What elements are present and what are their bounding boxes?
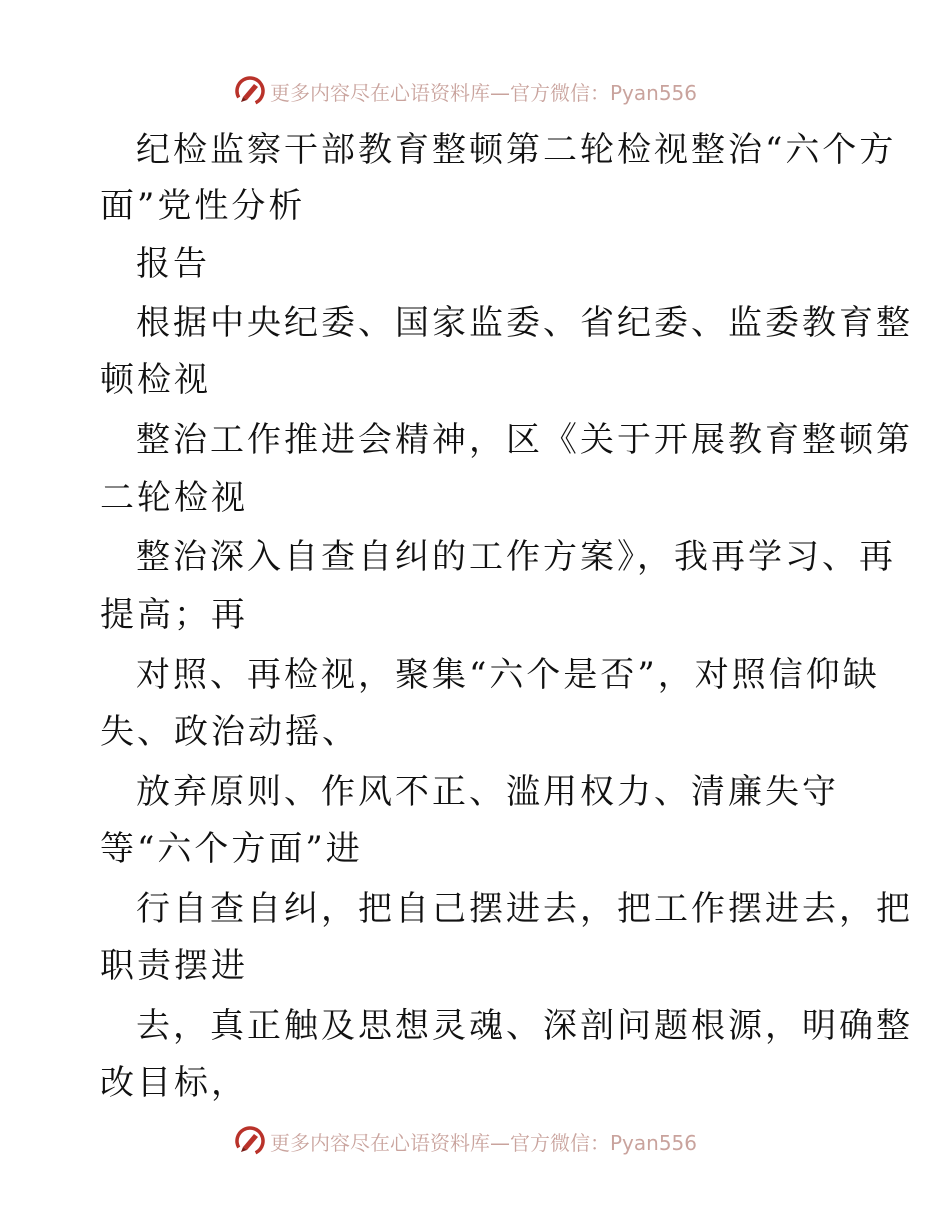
text-line: 面”党性分析 [100, 186, 306, 226]
text-line: 放弃原则、作风不正、滥用权力、清廉失守 [136, 772, 839, 812]
text-line: 失、政治动摇、 [100, 712, 359, 752]
text-line: 提高；再 [100, 595, 248, 635]
watermark-text: 更多内容尽在心语资料库—官方微信：Pyan556 [270, 1130, 698, 1155]
watermark-text: 更多内容尽在心语资料库—官方微信：Pyan556 [270, 80, 698, 105]
text-line: 报告 [136, 244, 210, 284]
text-line: 等“六个方面”进 [100, 829, 363, 869]
header-watermark [234, 74, 697, 108]
footer-watermark [234, 1124, 697, 1158]
text-line: 整治工作推进会精神，区《关于开展教育整顿第 [136, 420, 913, 460]
text-line: 整治深入自查自纠的工作方案》，我再学习、再 [136, 537, 896, 577]
text-line: 职责摆进 [100, 946, 248, 986]
text-line: 去，真正触及思想灵魂、深剖问题根源，明确整 [136, 1006, 913, 1046]
text-line: 对照、再检视，聚集“六个是否”，对照信仰缺 [136, 655, 880, 695]
text-line: 改目标， [100, 1063, 248, 1103]
text-line: 行自查自纠，把自己摆进去，把工作摆进去，把 [136, 889, 913, 929]
pen-logo-icon [234, 1125, 266, 1157]
text-line: 纪检监察干部教育整顿第二轮检视整治“六个方 [136, 130, 897, 170]
pen-logo-icon [234, 75, 266, 107]
text-line: 根据中央纪委、国家监委、省纪委、监委教育整 [136, 303, 913, 343]
text-line: 二轮检视 [100, 478, 248, 518]
text-line: 顿检视 [100, 360, 211, 400]
